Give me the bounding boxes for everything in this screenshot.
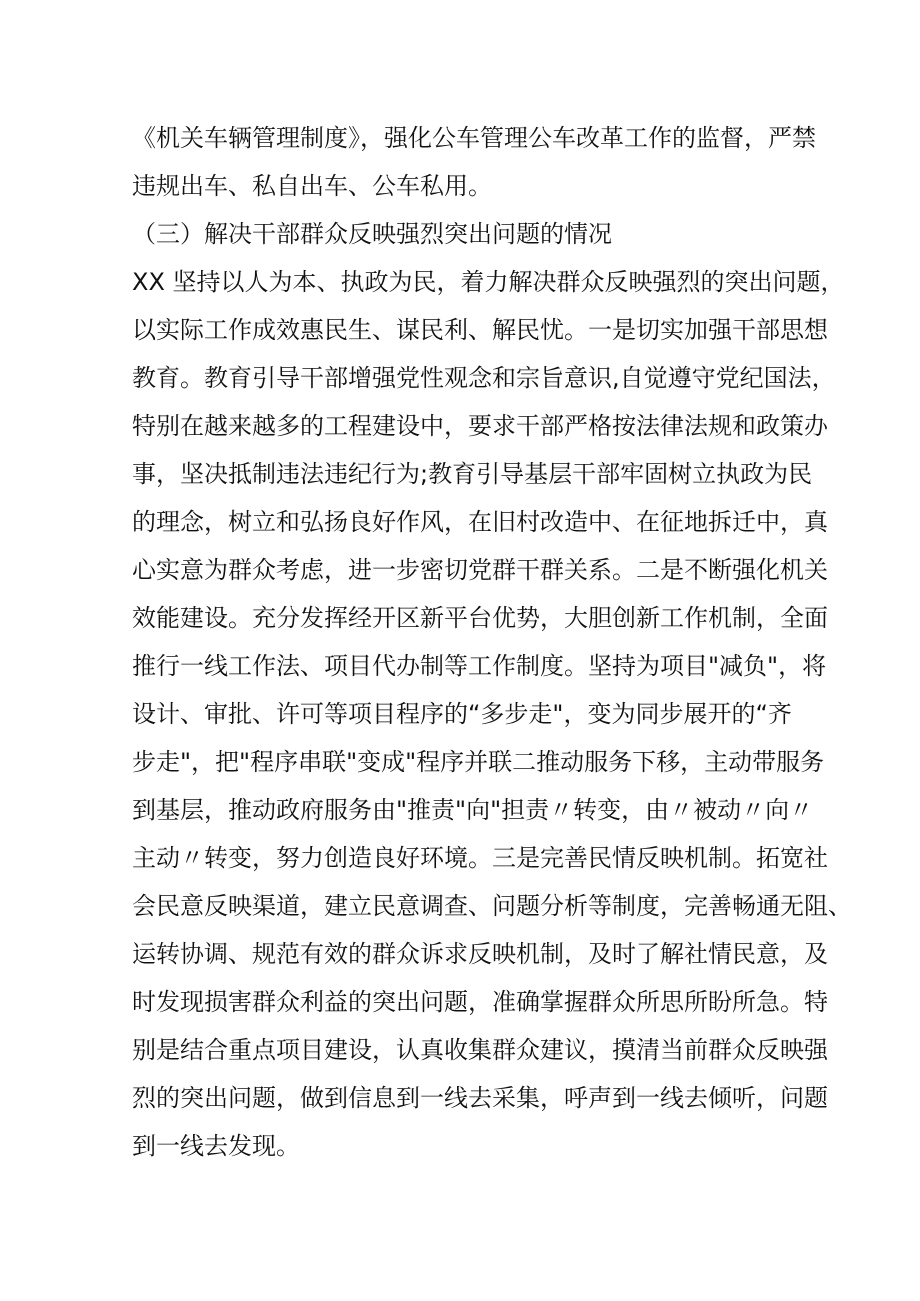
text-line: 主动〃转变，努力创造良好环境。三是完善民情反映机制。拓宽社 xyxy=(132,844,828,872)
text-line: 事，坚决抵制违法违纪行为;教育引导基层干部牢固树立执政为民 xyxy=(132,460,813,488)
text-line: 违规出车、私自出车、公车私用。 xyxy=(132,172,492,200)
text-line: 以实际工作成效惠民生、谋民利、解民忧。一是切实加强干部思想 xyxy=(132,316,828,344)
text-line: 运转协调、规范有效的群众诉求反映机制，及时了解社情民意，及 xyxy=(132,940,828,968)
text-line: 教育。教育引导干部增强党性观念和宗旨意识,自觉遵守党纪国法， xyxy=(132,364,836,392)
text-line: 步走"，把"程序串联"变成"程序并联二推动服务下移，主动带服务 xyxy=(132,748,825,776)
text-line: 到基层，推动政府服务由"推责"向"担责〃转变，由〃被动〃向〃 xyxy=(132,796,814,824)
text-line: 的理念，树立和弘扬良好作风，在旧村改造中、在征地拆迁中，真 xyxy=(132,508,828,536)
text-line: 效能建设。充分发挥经开区新平台优势，大胆创新工作机制，全面 xyxy=(132,604,828,632)
text-line: XX 坚持以人为本、执政为民，着力解决群众反映强烈的突出问题， xyxy=(132,268,845,296)
text-line: 时发现损害群众利益的突出问题，准确掌握群众所思所盼所急。特 xyxy=(132,988,828,1016)
text-line: 心实意为群众考虑，进一步密切党群干群关系。二是不断强化机关 xyxy=(132,556,828,584)
text-line: 到一线去发现。 xyxy=(132,1132,300,1160)
text-line: 会民意反映渠道，建立民意调查、问题分析等制度，完善畅通无阻、 xyxy=(132,892,852,920)
text-line: 别是结合重点项目建设，认真收集群众建议，摸清当前群众反映强 xyxy=(132,1036,828,1064)
text-line: 设计、审批、许可等项目程序的“多步走"，变为同步展开的“齐 xyxy=(132,700,792,728)
section-heading: （三）解决干部群众反映强烈突出问题的情况 xyxy=(132,220,612,248)
text-line: 推行一线工作法、项目代办制等工作制度。坚持为项目"减负"，将 xyxy=(132,652,827,680)
text-line: 烈的突出问题，做到信息到一线去采集，呼声到一线去倾听，问题 xyxy=(132,1084,828,1112)
text-line: 特别在越来越多的工程建设中，要求干部严格按法律法规和政策办 xyxy=(132,412,828,440)
text-line: 《机关车辆管理制度》，强化公车管理公车改革工作的监督，严禁 xyxy=(132,124,816,152)
